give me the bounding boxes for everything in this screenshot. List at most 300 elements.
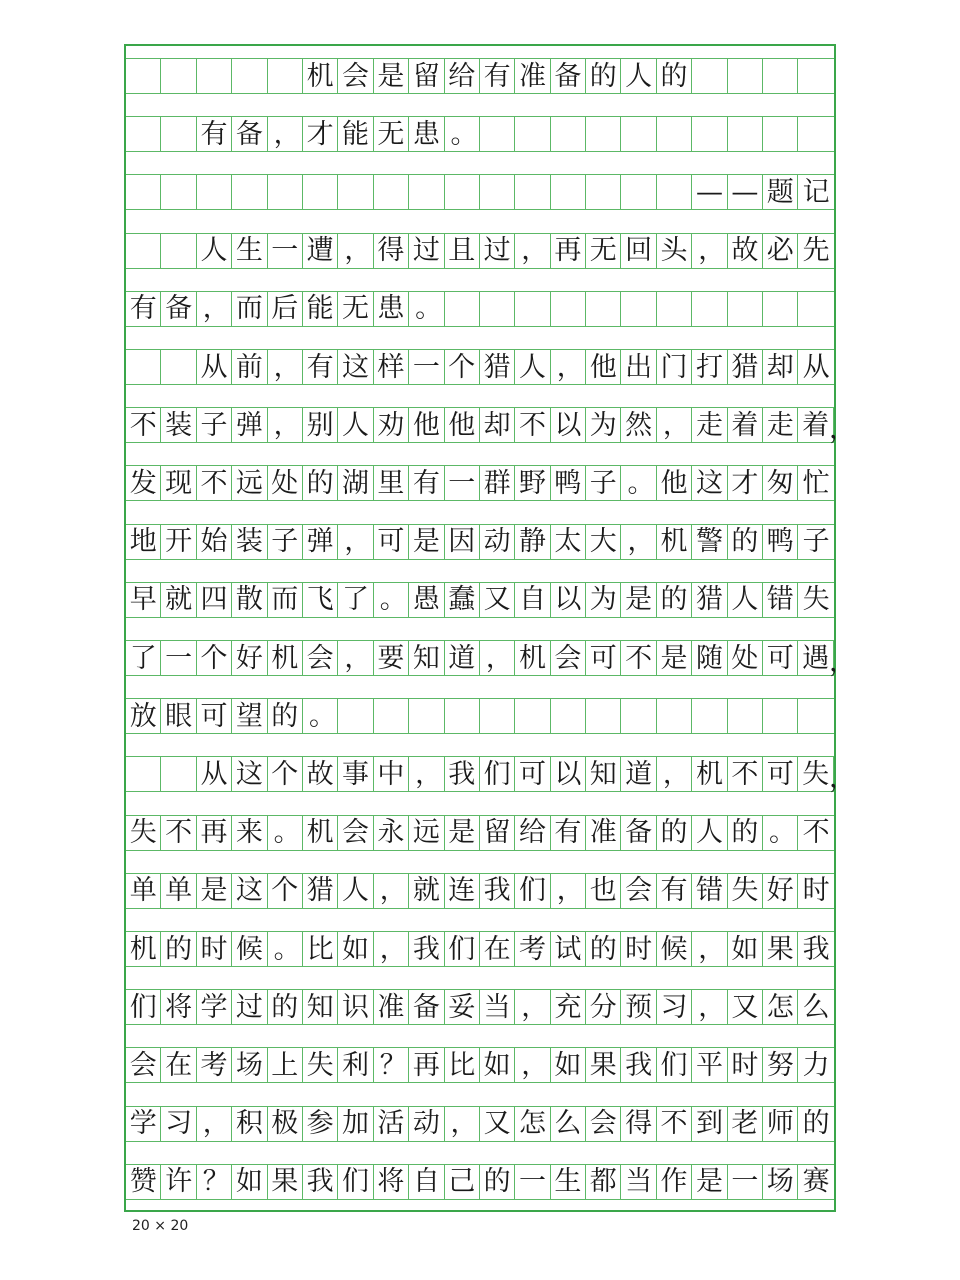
grid-cell: 遇 xyxy=(798,641,833,675)
grid-cell: ， xyxy=(409,757,444,791)
grid-cell: 的 xyxy=(586,59,621,93)
grid-cell: 着 xyxy=(728,408,763,442)
grid-cell: — xyxy=(728,175,763,209)
grid-cell: 为 xyxy=(586,583,621,617)
grid-cell: 然 xyxy=(621,408,656,442)
grid-cell xyxy=(551,292,586,326)
grid-cell: 又 xyxy=(480,583,515,617)
grid-cell: 师 xyxy=(763,1107,798,1141)
grid-cell: 得 xyxy=(374,234,409,268)
grid-cell: ， xyxy=(621,525,656,559)
grid-row xyxy=(126,58,834,94)
grid-cell: 利 xyxy=(338,1048,373,1082)
grid-row xyxy=(126,233,834,269)
grid-cell: 个 xyxy=(268,757,303,791)
grid-cell: 会 xyxy=(586,1107,621,1141)
grid-cell: 可 xyxy=(586,641,621,675)
grid-cell: 为 xyxy=(586,408,621,442)
grid-cell xyxy=(692,699,727,733)
grid-cell: 失 xyxy=(303,1048,338,1082)
grid-cell: 分 xyxy=(586,990,621,1024)
grid-row xyxy=(126,1047,834,1083)
grid-cell: 充 xyxy=(551,990,586,1024)
grid-cell: 准 xyxy=(374,990,409,1024)
grid-cell: 弹 xyxy=(303,525,338,559)
grid-cell: 一 xyxy=(409,350,444,384)
grid-cell: 的 xyxy=(480,1165,515,1199)
grid-cell: 装 xyxy=(232,525,267,559)
grid-cell: 能 xyxy=(338,117,373,151)
grid-cell: ， xyxy=(338,641,373,675)
grid-cell: 到 xyxy=(692,1107,727,1141)
grid-cell xyxy=(126,350,161,384)
grid-cell: 自 xyxy=(515,583,550,617)
grid-cell: 望 xyxy=(232,699,267,733)
grid-cell: 而 xyxy=(268,583,303,617)
grid-cell: 患 xyxy=(409,117,444,151)
composition-grid-sheet xyxy=(124,44,856,1212)
grid-cell: 远 xyxy=(232,466,267,500)
grid-cell: — xyxy=(692,175,727,209)
grid-cell: 先 xyxy=(802,235,830,267)
grid-cell xyxy=(586,175,621,209)
grid-cell xyxy=(374,175,409,209)
grid-cell: 场 xyxy=(763,1165,798,1199)
grid-cell: 预 xyxy=(621,990,656,1024)
grid-cell: 们 xyxy=(338,1165,373,1199)
grid-cell: 这 xyxy=(338,350,373,384)
grid-cell: 妥 xyxy=(445,990,480,1024)
grid-cell: 太 xyxy=(551,525,586,559)
grid-cell: 他 xyxy=(586,350,621,384)
grid-cell: 不 xyxy=(802,817,830,849)
grid-cell: 人 xyxy=(515,350,550,384)
grid-cell: 能 xyxy=(303,292,338,326)
grid-cell: ， xyxy=(197,292,232,326)
grid-cell: 不 xyxy=(161,816,196,850)
grid-cell: 必 xyxy=(763,234,798,268)
grid-cell: 处 xyxy=(268,466,303,500)
grid-cell: 留 xyxy=(480,816,515,850)
grid-cell: 的 xyxy=(728,525,763,559)
grid-cell: 再 xyxy=(409,1048,444,1082)
grid-cell: 记 xyxy=(802,176,830,208)
grid-cell: 机 xyxy=(657,525,692,559)
margin-punctuation: ， xyxy=(829,762,856,794)
grid-cell: 从 xyxy=(197,757,232,791)
grid-cell: 有 xyxy=(126,292,161,326)
grid-cell: 道 xyxy=(445,641,480,675)
grid-cell: 候 xyxy=(657,932,692,966)
grid-cell: 可 xyxy=(763,757,798,791)
grid-cell: 从 xyxy=(197,350,232,384)
grid-cell: 因 xyxy=(445,525,480,559)
grid-cell: 。 xyxy=(374,583,409,617)
grid-cell: 大 xyxy=(586,525,621,559)
grid-cell: 故 xyxy=(303,757,338,791)
grid-cell xyxy=(338,175,373,209)
grid-cell: 机 xyxy=(126,932,161,966)
grid-cell: 识 xyxy=(338,990,373,1024)
grid-cell: 且 xyxy=(445,234,480,268)
grid-cell: 机 xyxy=(515,641,550,675)
grid-cell: 候 xyxy=(232,932,267,966)
grid-cell: 前 xyxy=(232,350,267,384)
grid-cell xyxy=(657,117,692,151)
grid-cell: 猎 xyxy=(480,350,515,384)
grid-cell: 里 xyxy=(374,466,409,500)
grid-cell xyxy=(480,292,515,326)
grid-row xyxy=(126,756,856,794)
grid-cell xyxy=(692,117,727,151)
grid-cell: 有 xyxy=(480,59,515,93)
grid-cell: 会 xyxy=(338,59,373,93)
grid-cell: ， xyxy=(692,990,727,1024)
grid-cell: 生 xyxy=(232,234,267,268)
grid-cell: 平 xyxy=(692,1048,727,1082)
margin-punctuation: ， xyxy=(829,413,856,445)
grid-cell: 眼 xyxy=(161,699,196,733)
grid-cell: 试 xyxy=(551,932,586,966)
grid-cell xyxy=(586,699,621,733)
grid-cell: 题 xyxy=(763,175,798,209)
grid-cell: 好 xyxy=(232,641,267,675)
grid-cell xyxy=(480,175,515,209)
grid-cell: 这 xyxy=(692,466,727,500)
grid-cell: 可 xyxy=(763,641,798,675)
grid-cell xyxy=(445,292,480,326)
grid-cell: 人 xyxy=(338,874,373,908)
grid-cell: ， xyxy=(374,932,409,966)
grid-cell: 是 xyxy=(445,816,480,850)
grid-cell: 从 xyxy=(802,351,830,383)
grid-cell: 单 xyxy=(126,874,161,908)
grid-cell: 而 xyxy=(232,292,267,326)
grid-cell: 鸭 xyxy=(763,525,798,559)
grid-cell: 。 xyxy=(445,117,480,151)
grid-cell xyxy=(515,117,550,151)
grid-cell: 就 xyxy=(409,874,444,908)
grid-row xyxy=(126,465,834,501)
grid-cell xyxy=(126,757,161,791)
grid-cell: 比 xyxy=(303,932,338,966)
grid-cell: 了 xyxy=(338,583,373,617)
grid-cell xyxy=(161,234,196,268)
grid-cell: 时 xyxy=(621,932,656,966)
grid-cell: 可 xyxy=(374,525,409,559)
grid-cell: 散 xyxy=(232,583,267,617)
grid-cell: 会 xyxy=(303,641,338,675)
grid-cell: 会 xyxy=(126,1048,161,1082)
grid-cell: 如 xyxy=(551,1048,586,1082)
grid-cell xyxy=(728,292,763,326)
grid-cell: 将 xyxy=(161,990,196,1024)
grid-cell: 装 xyxy=(161,408,196,442)
grid-cell: 过 xyxy=(409,234,444,268)
grid-cell: 加 xyxy=(338,1107,373,1141)
grid-cell: 走 xyxy=(763,408,798,442)
grid-cell: 是 xyxy=(197,874,232,908)
grid-cell: 一 xyxy=(161,641,196,675)
grid-cell: 我 xyxy=(802,933,830,965)
grid-cell xyxy=(338,699,373,733)
grid-cell: 他 xyxy=(445,408,480,442)
grid-cell: 当 xyxy=(480,990,515,1024)
grid-cell: 这 xyxy=(232,874,267,908)
grid-cell: 以 xyxy=(551,408,586,442)
grid-cell: 机 xyxy=(303,816,338,850)
grid-cell: 回 xyxy=(621,234,656,268)
grid-row xyxy=(126,582,834,618)
grid-row xyxy=(126,524,834,560)
grid-cell xyxy=(197,59,232,93)
grid-cell: 我 xyxy=(480,874,515,908)
grid-cell: 许 xyxy=(161,1165,196,1199)
grid-cell: ， xyxy=(445,1107,480,1141)
grid-cell: 自 xyxy=(409,1165,444,1199)
grid-cell: 患 xyxy=(374,292,409,326)
grid-cell: 子 xyxy=(586,466,621,500)
grid-cell: 发 xyxy=(126,466,161,500)
grid-cell xyxy=(126,234,161,268)
grid-cell xyxy=(692,292,727,326)
grid-cell xyxy=(586,117,621,151)
grid-cell: 留 xyxy=(409,59,444,93)
grid-cell xyxy=(161,175,196,209)
grid-cell xyxy=(621,175,656,209)
grid-cell: 遭 xyxy=(303,234,338,268)
grid-cell xyxy=(126,117,161,151)
grid-cell: 现 xyxy=(161,466,196,500)
grid-cell xyxy=(232,175,267,209)
grid-cell: 不 xyxy=(126,408,161,442)
grid-cell: 个 xyxy=(197,641,232,675)
grid-cell: ， xyxy=(551,874,586,908)
grid-cell: 别 xyxy=(303,408,338,442)
grid-cell: 活 xyxy=(374,1107,409,1141)
grid-cell: 又 xyxy=(728,990,763,1024)
grid-cell: 子 xyxy=(197,408,232,442)
grid-cell: 在 xyxy=(161,1048,196,1082)
grid-cell: 人 xyxy=(728,583,763,617)
grid-cell: 蠢 xyxy=(445,583,480,617)
grid-cell: 错 xyxy=(692,874,727,908)
grid-cell xyxy=(161,59,196,93)
grid-cell: 备 xyxy=(551,59,586,93)
grid-cell: 老 xyxy=(728,1107,763,1141)
grid-cell: ， xyxy=(268,117,303,151)
margin-punctuation: ， xyxy=(829,646,856,678)
grid-cell: 得 xyxy=(621,1107,656,1141)
grid-cell: ， xyxy=(268,408,303,442)
grid-cell: 过 xyxy=(480,234,515,268)
grid-cell: 道 xyxy=(621,757,656,791)
grid-cell: ， xyxy=(197,1107,232,1141)
grid-cell: ， xyxy=(515,234,550,268)
grid-row xyxy=(126,1164,834,1200)
grid-cell: 的 xyxy=(657,816,692,850)
grid-cell: 赛 xyxy=(802,1166,830,1198)
grid-cell xyxy=(728,117,763,151)
grid-cell: 知 xyxy=(409,641,444,675)
grid-cell xyxy=(232,59,267,93)
grid-cell: 个 xyxy=(445,350,480,384)
grid-cell: 怎 xyxy=(515,1107,550,1141)
grid-cell: 是 xyxy=(621,583,656,617)
grid-cell: 错 xyxy=(763,583,798,617)
grid-cell: 是 xyxy=(657,641,692,675)
grid-cell: 会 xyxy=(338,816,373,850)
grid-cell: 动 xyxy=(480,525,515,559)
grid-cell: 动 xyxy=(409,1107,444,1141)
grid-cell: 这 xyxy=(232,757,267,791)
grid-cell: 打 xyxy=(692,350,727,384)
grid-size-label: 20 × 20 xyxy=(132,1218,189,1234)
grid-row xyxy=(126,1106,834,1142)
grid-cell: 有 xyxy=(657,874,692,908)
grid-cell: 门 xyxy=(657,350,692,384)
grid-cell: 走 xyxy=(692,408,727,442)
grid-cell: 了 xyxy=(126,641,161,675)
grid-cell: 的 xyxy=(586,932,621,966)
grid-cell: ， xyxy=(374,874,409,908)
grid-cell: 我 xyxy=(445,757,480,791)
grid-cell: 准 xyxy=(515,59,550,93)
grid-cell xyxy=(586,292,621,326)
grid-cell: 们 xyxy=(480,757,515,791)
grid-row xyxy=(126,931,834,967)
grid-cell: 却 xyxy=(763,350,798,384)
grid-cell: 场 xyxy=(232,1048,267,1082)
grid-cell: 赞 xyxy=(126,1165,161,1199)
grid-cell xyxy=(798,292,833,326)
grid-cell: 人 xyxy=(621,59,656,93)
grid-cell: ， xyxy=(338,525,373,559)
grid-cell xyxy=(126,175,161,209)
grid-cell: 。 xyxy=(303,699,338,733)
grid-cell: 地 xyxy=(126,525,161,559)
grid-row xyxy=(126,116,834,152)
grid-cell: 如 xyxy=(480,1048,515,1082)
grid-cell: 失 xyxy=(728,874,763,908)
grid-row xyxy=(126,873,834,909)
grid-cell: 一 xyxy=(515,1165,550,1199)
grid-cell: 么 xyxy=(551,1107,586,1141)
grid-cell: 不 xyxy=(621,641,656,675)
grid-cell: 的 xyxy=(728,816,763,850)
grid-cell xyxy=(621,699,656,733)
grid-cell: 来 xyxy=(232,816,267,850)
grid-cell: 失 xyxy=(798,757,833,791)
grid-cell: 却 xyxy=(480,408,515,442)
grid-cell: 上 xyxy=(268,1048,303,1082)
grid-cell: 。 xyxy=(763,816,798,850)
grid-cell xyxy=(268,59,303,93)
grid-cell: 有 xyxy=(303,350,338,384)
grid-cell xyxy=(374,699,409,733)
grid-cell: 习 xyxy=(161,1107,196,1141)
grid-cell: 准 xyxy=(586,816,621,850)
grid-cell xyxy=(763,292,798,326)
grid-cell: 中 xyxy=(374,757,409,791)
grid-cell: 机 xyxy=(268,641,303,675)
grid-cell: 给 xyxy=(445,59,480,93)
grid-cell: 故 xyxy=(728,234,763,268)
grid-cell: 们 xyxy=(445,932,480,966)
grid-cell: 再 xyxy=(197,816,232,850)
grid-cell: 又 xyxy=(480,1107,515,1141)
grid-row xyxy=(126,174,834,210)
grid-cell: 时 xyxy=(802,875,830,907)
grid-cell: 处 xyxy=(728,641,763,675)
grid-cell: 他 xyxy=(409,408,444,442)
grid-cell: ， xyxy=(692,932,727,966)
grid-cell xyxy=(515,699,550,733)
grid-cell: 的 xyxy=(268,699,303,733)
grid-cell xyxy=(409,175,444,209)
grid-cell: 可 xyxy=(197,699,232,733)
grid-cell: 知 xyxy=(303,990,338,1024)
grid-cell: 是 xyxy=(374,59,409,93)
grid-cell: 时 xyxy=(197,932,232,966)
grid-cell: 学 xyxy=(197,990,232,1024)
grid-cell: 我 xyxy=(409,932,444,966)
grid-row xyxy=(126,989,834,1025)
grid-cell xyxy=(303,175,338,209)
grid-cell: 的 xyxy=(657,59,692,93)
grid-cell: 一 xyxy=(445,466,480,500)
grid-cell: 好 xyxy=(763,874,798,908)
grid-cell xyxy=(551,699,586,733)
grid-cell: 静 xyxy=(515,525,550,559)
grid-cell: 猎 xyxy=(303,874,338,908)
grid-cell: 么 xyxy=(802,991,830,1023)
grid-cell: 就 xyxy=(161,583,196,617)
grid-cell: 备 xyxy=(161,292,196,326)
grid-cell: 放 xyxy=(126,699,161,733)
grid-cell: 当 xyxy=(621,1165,656,1199)
grid-cell: 过 xyxy=(232,990,267,1024)
grid-cell: 备 xyxy=(621,816,656,850)
grid-cell: 。 xyxy=(409,292,444,326)
grid-cell: 们 xyxy=(515,874,550,908)
grid-cell: 人 xyxy=(692,816,727,850)
grid-cell: 比 xyxy=(445,1048,480,1082)
grid-cell: 警 xyxy=(692,525,727,559)
grid-cell: 可 xyxy=(515,757,550,791)
grid-cell: 飞 xyxy=(303,583,338,617)
grid-row xyxy=(126,407,856,445)
grid-cell xyxy=(161,117,196,151)
grid-cell: 备 xyxy=(409,990,444,1024)
grid-cell xyxy=(515,292,550,326)
grid-row xyxy=(126,349,834,385)
grid-cell: ， xyxy=(515,1048,550,1082)
grid-cell: 都 xyxy=(586,1165,621,1199)
grid-cell: 考 xyxy=(197,1048,232,1082)
grid-cell: ？ xyxy=(374,1048,409,1082)
grid-cell: 无 xyxy=(338,292,373,326)
grid-cell: 才 xyxy=(728,466,763,500)
grid-cell xyxy=(657,292,692,326)
grid-cell: 猎 xyxy=(692,583,727,617)
grid-cell: 以 xyxy=(551,757,586,791)
grid-cell: ， xyxy=(338,234,373,268)
grid-cell: 我 xyxy=(303,1165,338,1199)
grid-cell: 学 xyxy=(126,1107,161,1141)
grid-cell: ， xyxy=(515,990,550,1024)
grid-cell: 子 xyxy=(802,526,830,558)
